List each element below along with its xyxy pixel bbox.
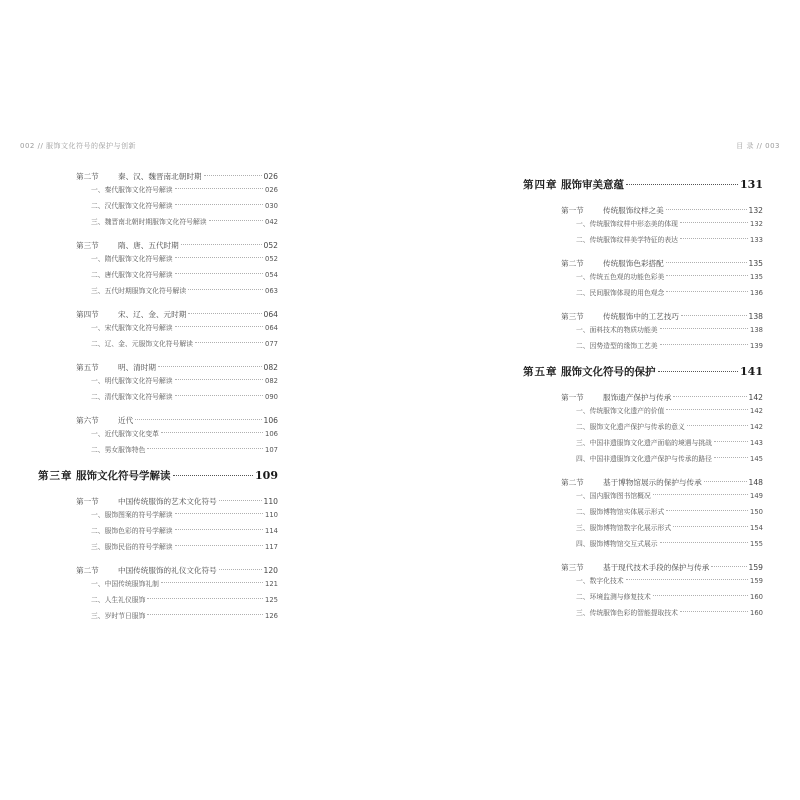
section-number: 第六节 — [76, 416, 99, 425]
dot-leader — [626, 579, 748, 580]
item-title: 一、传统服饰文化遗产的价值 — [576, 407, 665, 415]
page-number: 143 — [750, 439, 763, 447]
page-number: 109 — [255, 469, 278, 482]
dot-leader — [666, 275, 748, 276]
dot-leader — [204, 175, 262, 176]
toc-item-entry[interactable] — [576, 271, 763, 287]
page-number: 132 — [748, 206, 763, 215]
item-title: 一、传统五色观的功能色彩美 — [576, 273, 665, 281]
item-title: 二、传统服饰纹样美学特征的表达 — [576, 236, 678, 244]
section-number: 第二节 — [561, 478, 584, 487]
toc-item-entry[interactable] — [576, 522, 763, 538]
toc-item-entry[interactable] — [91, 322, 278, 338]
item-title: 三、服饰博物馆数字化展示形式 — [576, 524, 672, 532]
dot-leader — [626, 184, 738, 185]
toc-item-entry[interactable] — [576, 340, 763, 356]
dot-leader — [209, 220, 263, 221]
page-number: 110 — [265, 511, 278, 519]
item-title: 二、清代服饰文化符号解读 — [91, 393, 173, 401]
dot-leader — [653, 595, 748, 596]
section-title: 传统服饰中的工艺技巧 — [603, 312, 679, 321]
page-number: 138 — [748, 312, 763, 321]
item-title: 一、近代服饰文化变革 — [91, 430, 159, 438]
page-number: 052 — [265, 255, 278, 263]
section-title: 传统服饰纹样之美 — [603, 206, 664, 215]
item-title: 三、服饰民俗的符号学解读 — [91, 543, 173, 551]
toc-item-entry[interactable] — [576, 405, 763, 421]
item-title: 一、数字化技术 — [576, 577, 624, 585]
toc-item-entry[interactable] — [91, 444, 278, 460]
section-number: 第二节 — [76, 566, 99, 575]
toc-section-entry[interactable] — [561, 477, 763, 490]
dot-leader — [175, 395, 263, 396]
page-number: 159 — [750, 577, 763, 585]
item-title: 三、岁时节日服饰 — [91, 612, 146, 620]
toc-item-entry[interactable] — [91, 428, 278, 444]
item-title: 二、服饰文化遗产保护与传承的意义 — [576, 423, 685, 431]
page-number: 064 — [265, 324, 278, 332]
dot-leader — [666, 209, 747, 210]
item-title: 一、国内服饰图书馆概况 — [576, 492, 651, 500]
dot-leader — [135, 419, 261, 420]
section-number: 第四节 — [76, 310, 99, 319]
section-title: 中国传统服饰的礼仪文化符号 — [118, 566, 217, 575]
dot-leader — [219, 569, 262, 570]
page-number: 138 — [750, 326, 763, 334]
dot-leader — [175, 204, 263, 205]
item-title: 三、中国非遗服饰文化遗产面临的境遇与挑战 — [576, 439, 712, 447]
dot-leader — [680, 222, 748, 223]
dot-leader — [147, 448, 263, 449]
toc-item-entry[interactable] — [91, 594, 278, 610]
item-title: 二、环境监测与修复技术 — [576, 593, 651, 601]
dot-leader — [666, 510, 748, 511]
section-number: 第一节 — [561, 393, 584, 402]
dot-leader — [658, 371, 739, 372]
page-number: 133 — [750, 236, 763, 244]
page-number: 139 — [750, 342, 763, 350]
dot-leader — [666, 262, 747, 263]
dot-leader — [681, 315, 747, 316]
dot-leader — [147, 598, 263, 599]
toc-item-entry[interactable] — [91, 269, 278, 285]
toc-section-entry[interactable] — [561, 205, 763, 218]
dot-leader — [666, 409, 748, 410]
page-number: 136 — [750, 289, 763, 297]
toc-section-entry[interactable] — [76, 565, 278, 578]
dot-leader — [175, 273, 263, 274]
toc-item-entry[interactable] — [91, 578, 278, 594]
dot-leader — [161, 432, 263, 433]
toc-item-entry[interactable] — [576, 324, 763, 340]
page-number: 154 — [750, 524, 763, 532]
toc-item-entry[interactable] — [91, 200, 278, 216]
page-number: 042 — [265, 218, 278, 226]
page-number: 141 — [740, 365, 763, 378]
toc-item-entry[interactable] — [576, 234, 763, 250]
toc-item-entry[interactable] — [91, 338, 278, 354]
toc-section-entry[interactable] — [561, 392, 763, 405]
section-title: 秦、汉、魏晋南北朝时期 — [118, 172, 202, 181]
page-number: 150 — [750, 508, 763, 516]
page-number: 077 — [265, 340, 278, 348]
section-number: 第三节 — [76, 241, 99, 250]
toc-section-entry[interactable] — [561, 258, 763, 271]
toc-item-entry[interactable] — [91, 375, 278, 391]
dot-leader — [175, 379, 263, 380]
dot-leader — [175, 257, 263, 258]
toc-item-entry[interactable] — [576, 607, 763, 623]
section-title: 明、清时期 — [118, 363, 156, 372]
running-header-left: 002 // 服饰文化符号的保护与创新 — [20, 142, 137, 150]
toc-section-entry[interactable] — [76, 362, 278, 375]
chapter-number: 第三章 — [38, 470, 73, 482]
page-number: 148 — [748, 478, 763, 487]
page-number: 082 — [263, 363, 278, 372]
dot-leader — [173, 475, 254, 476]
toc-section-entry[interactable] — [561, 311, 763, 324]
dot-leader — [175, 513, 263, 514]
page-number: 052 — [263, 241, 278, 250]
toc-item-entry[interactable] — [91, 541, 278, 557]
toc-section-entry[interactable] — [76, 240, 278, 253]
section-number: 第五节 — [76, 363, 99, 372]
toc-section-entry[interactable] — [76, 415, 278, 428]
page-number: 114 — [265, 527, 278, 535]
dot-leader — [158, 366, 262, 367]
toc-item-entry[interactable] — [91, 610, 278, 626]
section-number: 第三节 — [561, 312, 584, 321]
toc-chapter-entry[interactable] — [38, 468, 278, 490]
item-title: 一、传统服饰纹样中形态美的体现 — [576, 220, 678, 228]
page-number: 026 — [265, 186, 278, 194]
toc-right-page — [523, 171, 763, 631]
chapter-title: 服饰文化符号学解读 — [76, 470, 171, 482]
page-number: 110 — [263, 497, 278, 506]
page-number: 125 — [265, 596, 278, 604]
page-number: 142 — [750, 423, 763, 431]
dot-leader — [680, 611, 748, 612]
toc-item-entry[interactable] — [576, 453, 763, 469]
section-title: 基于现代技术手段的保护与传承 — [603, 563, 710, 572]
toc-item-entry[interactable] — [576, 218, 763, 234]
toc-left-page — [38, 171, 278, 634]
item-title: 二、因势造型的缘饰工艺美 — [576, 342, 658, 350]
page-number: 106 — [265, 430, 278, 438]
item-title: 二、唐代服饰文化符号解读 — [91, 271, 173, 279]
dot-leader — [714, 441, 748, 442]
toc-item-entry[interactable] — [91, 525, 278, 541]
chapter-number: 第四章 — [523, 179, 558, 191]
section-title: 宋、辽、金、元时期 — [118, 310, 187, 319]
toc-item-entry[interactable] — [576, 437, 763, 453]
item-title: 一、服饰图案的符号学解读 — [91, 511, 173, 519]
dot-leader — [175, 188, 263, 189]
dot-leader — [147, 614, 263, 615]
dot-leader — [175, 545, 263, 546]
page-number: 120 — [263, 566, 278, 575]
section-title: 服饰遗产保护与传承 — [603, 393, 672, 402]
dot-leader — [175, 529, 263, 530]
section-title: 传统服饰色彩搭配 — [603, 259, 664, 268]
toc-item-entry[interactable] — [91, 391, 278, 407]
item-title: 一、中国传统服饰礼制 — [91, 580, 159, 588]
item-title: 一、秦代服饰文化符号解读 — [91, 186, 173, 194]
page-number: 030 — [265, 202, 278, 210]
page-number: 106 — [263, 416, 278, 425]
item-title: 二、服饰博物馆实体展示形式 — [576, 508, 665, 516]
page-number: 131 — [740, 178, 763, 191]
dot-leader — [666, 291, 748, 292]
item-title: 四、服饰博物馆交互式展示 — [576, 540, 658, 548]
dot-leader — [714, 457, 748, 458]
dot-leader — [660, 542, 748, 543]
section-number: 第一节 — [561, 206, 584, 215]
toc-item-entry[interactable] — [576, 421, 763, 437]
dot-leader — [195, 342, 263, 343]
dot-leader — [660, 344, 748, 345]
dot-leader — [673, 396, 746, 397]
item-title: 二、民间服饰体现的用色观念 — [576, 289, 665, 297]
item-title: 二、人生礼仪服饰 — [91, 596, 146, 604]
toc-item-entry[interactable] — [576, 538, 763, 554]
page-number: 121 — [265, 580, 278, 588]
item-title: 三、五代时期服饰文化符号解读 — [91, 287, 187, 295]
dot-leader — [188, 313, 261, 314]
toc-section-entry[interactable] — [561, 562, 763, 575]
toc-item-entry[interactable] — [91, 285, 278, 301]
toc-chapter-entry[interactable] — [523, 177, 763, 199]
page-number: 149 — [750, 492, 763, 500]
section-number: 第二节 — [561, 259, 584, 268]
toc-item-entry[interactable] — [91, 253, 278, 269]
dot-leader — [687, 425, 748, 426]
item-title: 三、魏晋南北朝时期服饰文化符号解读 — [91, 218, 207, 226]
dot-leader — [181, 244, 262, 245]
section-number: 第一节 — [76, 497, 99, 506]
page-number: 064 — [263, 310, 278, 319]
toc-section-entry[interactable] — [76, 496, 278, 509]
toc-item-entry[interactable] — [91, 509, 278, 525]
toc-section-entry[interactable] — [76, 171, 278, 184]
section-title: 基于博物馆展示的保护与传承 — [603, 478, 702, 487]
page-number: 107 — [265, 446, 278, 454]
toc-item-entry[interactable] — [91, 216, 278, 232]
item-title: 二、汉代服饰文化符号解读 — [91, 202, 173, 210]
dot-leader — [653, 494, 748, 495]
page-number: 145 — [750, 455, 763, 463]
section-title: 中国传统服饰的艺术文化符号 — [118, 497, 217, 506]
page-number: 054 — [265, 271, 278, 279]
toc-item-entry[interactable] — [576, 575, 763, 591]
chapter-number: 第五章 — [523, 366, 558, 378]
toc-item-entry[interactable] — [91, 184, 278, 200]
section-title: 近代 — [118, 416, 134, 425]
toc-item-entry[interactable] — [576, 506, 763, 522]
page-number: 155 — [750, 540, 763, 548]
chapter-title: 服饰文化符号的保护 — [561, 366, 656, 378]
item-title: 二、男女服饰特色 — [91, 446, 146, 454]
page-number: 132 — [750, 220, 763, 228]
toc-section-entry[interactable] — [76, 309, 278, 322]
page-number: 142 — [748, 393, 763, 402]
running-header-right: 目 录 // 003 — [736, 142, 780, 150]
dot-leader — [161, 582, 263, 583]
dot-leader — [711, 566, 746, 567]
item-title: 四、中国非遗服饰文化遗产保护与传承的路径 — [576, 455, 712, 463]
dot-leader — [673, 526, 748, 527]
item-title: 一、明代服饰文化符号解读 — [91, 377, 173, 385]
dot-leader — [704, 481, 747, 482]
item-title: 二、辽、金、元服饰文化符号解读 — [91, 340, 193, 348]
dot-leader — [660, 328, 748, 329]
page-number: 159 — [748, 563, 763, 572]
page-number: 160 — [750, 609, 763, 617]
page-number: 142 — [750, 407, 763, 415]
toc-item-entry[interactable] — [576, 591, 763, 607]
dot-leader — [219, 500, 262, 501]
page-number: 135 — [748, 259, 763, 268]
item-title: 一、宋代服饰文化符号解读 — [91, 324, 173, 332]
page-number: 160 — [750, 593, 763, 601]
item-title: 一、隋代服饰文化符号解读 — [91, 255, 173, 263]
item-title: 三、传统服饰色彩的智能提取技术 — [576, 609, 678, 617]
section-number: 第二节 — [76, 172, 99, 181]
page-number: 126 — [265, 612, 278, 620]
page-number: 090 — [265, 393, 278, 401]
toc-chapter-entry[interactable] — [523, 364, 763, 386]
toc-item-entry[interactable] — [576, 490, 763, 506]
toc-item-entry[interactable] — [576, 287, 763, 303]
page-number: 082 — [265, 377, 278, 385]
dot-leader — [175, 326, 263, 327]
chapter-title: 服饰审美意蕴 — [561, 179, 624, 191]
item-title: 一、面料技术的物质功能美 — [576, 326, 658, 334]
dot-leader — [680, 238, 748, 239]
page-number: 117 — [265, 543, 278, 551]
page-number: 026 — [263, 172, 278, 181]
page-number: 063 — [265, 287, 278, 295]
section-title: 隋、唐、五代时期 — [118, 241, 179, 250]
dot-leader — [188, 289, 263, 290]
page-number: 135 — [750, 273, 763, 281]
item-title: 二、服饰色彩的符号学解读 — [91, 527, 173, 535]
section-number: 第三节 — [561, 563, 584, 572]
